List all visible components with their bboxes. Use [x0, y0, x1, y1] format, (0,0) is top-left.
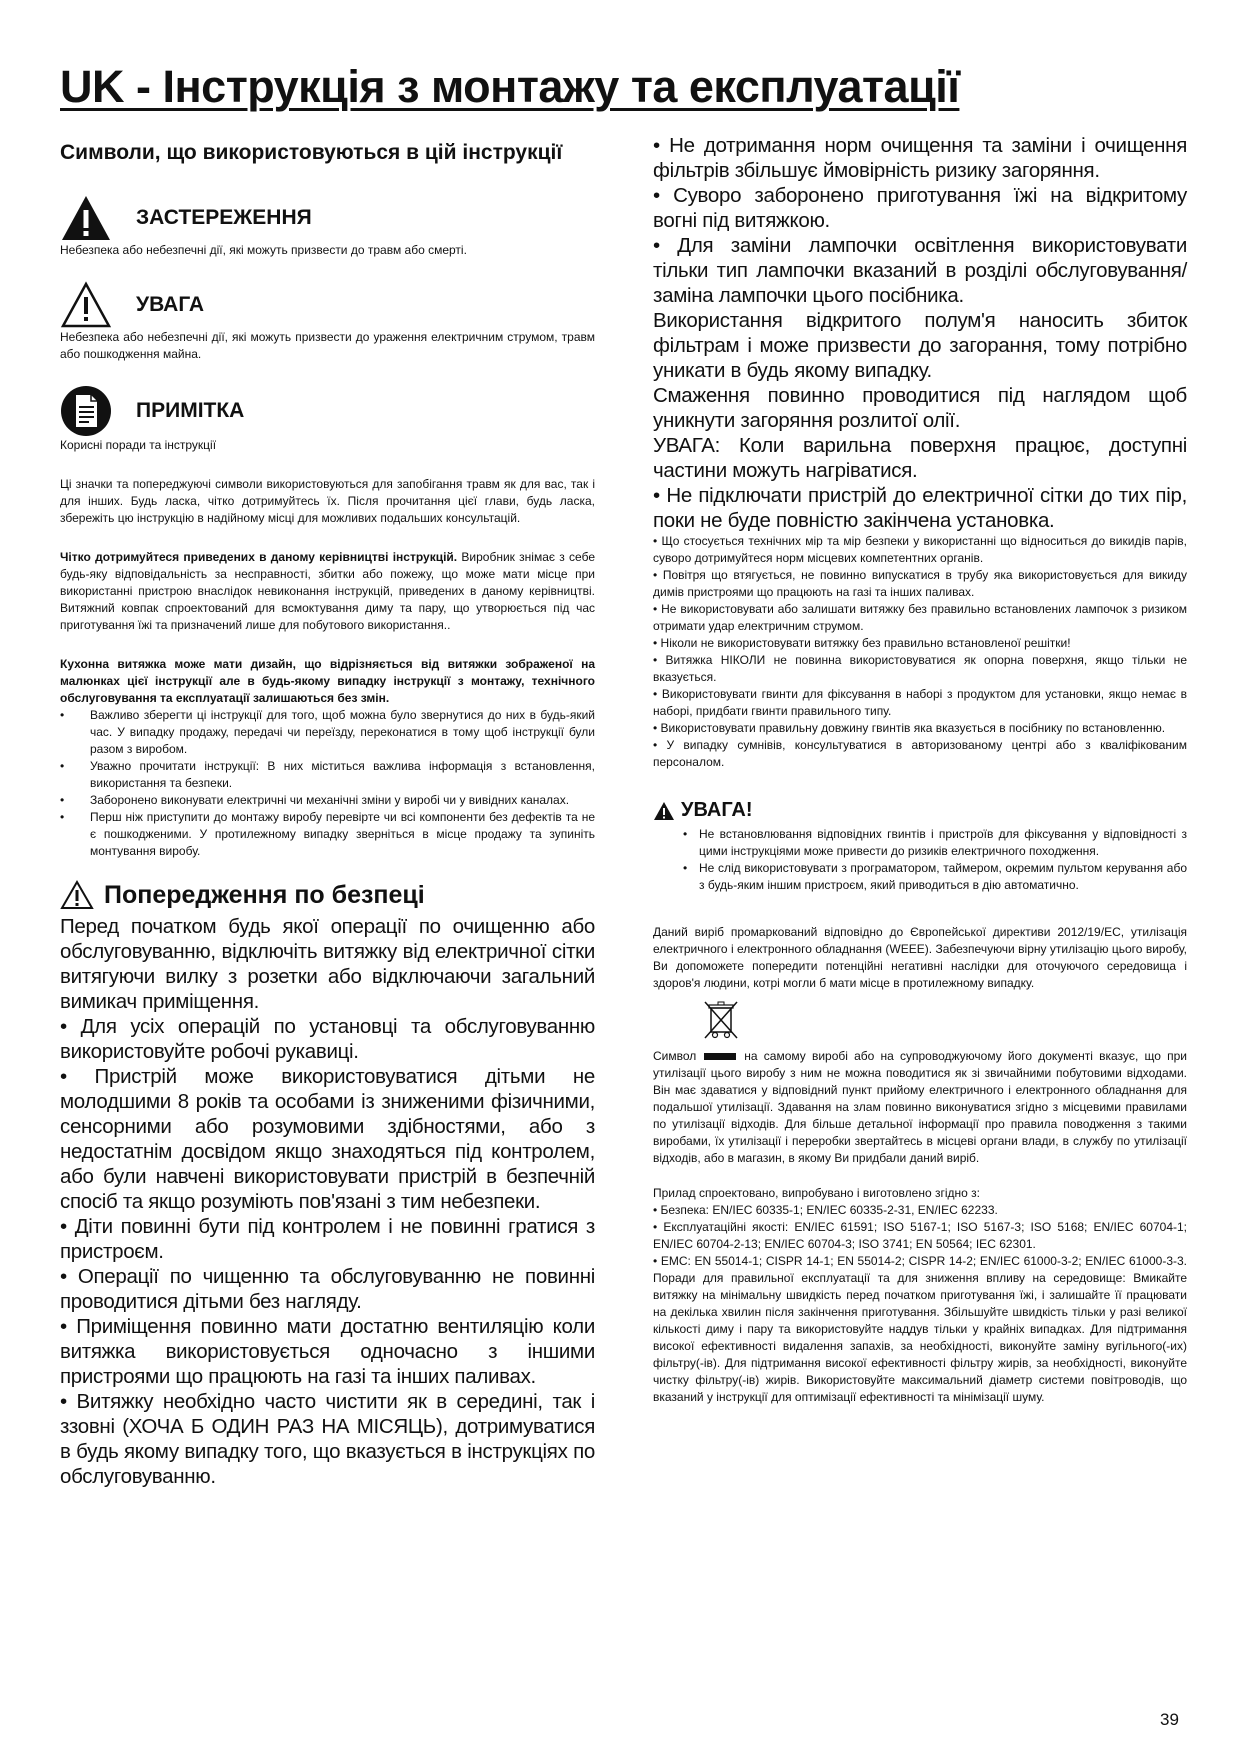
warning-symbol-row	[60, 194, 595, 242]
right-big-paragraph: УВАГА: Коли варильна поверхня працює, доступні частини можуть нагріватися.	[653, 434, 1187, 482]
list-item: • Не слід використовувати з програматором, таймером, окремим пультом керування або з будь-яким іншим пристроєм, який приводиться в дію автоматично.	[683, 860, 1187, 894]
warning-title: ЗАСТЕРЕЖЕННЯ	[136, 206, 312, 229]
list-item: • Уважно прочитати інструкції: В них міститься важлива інформація з встановлення, використання та безпеки.	[60, 758, 595, 792]
right-small-paragraph: • Повітря що втягується, не повинно випускатися в трубу яка використовується для викиду димів пристроями що працюють на газі та інших паливах.	[653, 568, 1187, 599]
design-paragraph: Кухонна витяжка може мати дизайн, що відрізняється від витяжки зображеної на малюнках цієї інструкції але в будь-якому випадку інструкції з монтажу, технічного обслуговування та експлуатації залишаються без змін.	[60, 657, 595, 705]
caution-heading-row	[653, 799, 1187, 822]
intro-paragraph: Ці значки та попереджуючі символи використовуються для запобігання травм як для вас, так і для інших. Будь ласка, чітко дотримуйтесь їх. Після прочитання цієї глави, будь ласка, збережіть цю інструкцію в надійному місці для можливих подальших консультацій.	[60, 477, 595, 525]
page-number: 39	[1160, 1710, 1179, 1729]
note-symbol-row	[60, 385, 595, 437]
list-item: • Перш ніж приступити до монтажу виробу перевірте чи всі компоненти без дефектів та не є пошкодженими. У протилежному випадку зверніться в місце продажу та зупиніть монтування виробу.	[60, 809, 595, 860]
list-item: • Важливо зберегти ці інструкції для того, щоб можна було звернутися до них в будь-який час. У випадку продажу, передачі чи переїзду, переконатися в тому щоб інструкції були разом з виробом.	[60, 707, 595, 758]
caution-heading: УВАГА!	[681, 799, 753, 821]
compliance-line: • Експлуатаційні якості: EN/IEC 61591; ISO 5167-1; ISO 5167-3; ISO 5168; EN/IEC 60704-1; EN/IEC 60704-2-13; EN/IEC 60704-3; ISO 3741; EN 50564; IEC 62301.	[653, 1220, 1187, 1251]
safety-heading-row	[60, 878, 595, 912]
weee-paragraph: Даний виріб промаркований відповідно до Європейської директиви 2012/19/ЕС, утилізація електричного і електронного обладнання (WEEE). Забезпечуючи вірну утилізацію цього виробу, Ви допоможете попередити потенційні негативні наслідки для оточуючого середовища і здоров'я людини, котрі могли б мати місце в протилежному випадку.	[653, 925, 1187, 990]
black-bar-icon	[704, 1053, 736, 1060]
attention-text: Небезпека або небезпечні дії, які можуть призвести до ураження електричним струмом, травм або пошкодження майна.	[60, 330, 595, 361]
safety-paragraph: • Операції по чищенню та обслуговуванню не повинні проводитися дітьми без нагляду.	[60, 1265, 595, 1313]
safety-paragraph: • Для усіх операцій по установці та обслуговуванню використовуйте робочі рукавиці.	[60, 1015, 595, 1063]
symbols-heading: Символи, що використовуються в цій інструкції	[60, 141, 563, 164]
warning-text: Небезпека або небезпечні дії, які можуть призвести до травм або смерті.	[60, 243, 467, 257]
right-column	[653, 133, 1187, 1406]
caution-list	[653, 826, 1187, 894]
right-big-paragraph: Смаження повинно проводитися під наглядом щоб уникнути загоряння розлитої олії.	[653, 384, 1187, 432]
crossed-bin-icon	[701, 998, 741, 1042]
safety-paragraph: • Діти повинні бути під контролем і не повинні гратися з пристроєм.	[60, 1215, 595, 1263]
left-bullet-list	[60, 707, 595, 860]
note-document-icon	[60, 385, 112, 437]
left-column	[60, 138, 595, 1489]
right-small-paragraph: • Витяжка НІКОЛИ не повинна використовуватися як опорна поверхня, якщо тільки не вказується.	[653, 653, 1187, 684]
attention-title: УВАГА	[136, 293, 205, 316]
compliance-line: Прилад спроектовано, випробувано і виготовлено згідно з:	[653, 1186, 980, 1200]
right-small-paragraph: • Ніколи не використовувати витяжку без правильно встановленої решітки!	[653, 636, 1071, 650]
right-big-paragraph: • Суворо заборонено приготування їжі на відкритому вогні під витяжкою.	[653, 184, 1187, 232]
right-small-paragraph: • Використовувати гвинти для фіксування в наборі з продуктом для установки, якщо немає в наборі, придбати гвинти правильного типу.	[653, 687, 1187, 718]
symbol-paragraph	[653, 1048, 1187, 1167]
safety-heading: Попередження по безпеці	[104, 880, 425, 909]
note-title: ПРИМІТКА	[136, 399, 245, 422]
warning-outline-icon	[60, 880, 94, 910]
compliance-line: • Безпека: EN/IEC 60335-1; EN/IEC 60335-2-31, EN/IEC 62233.	[653, 1203, 998, 1217]
warning-filled-icon	[653, 801, 675, 821]
follow-paragraph	[60, 549, 595, 634]
follow-bold: Чітко дотримуйтеся приведених в даному керівництві інструкцій.	[60, 550, 458, 564]
warning-outline-icon	[60, 281, 112, 329]
list-item: • Не встановлювання відповідних гвинтів і пристроїв для фіксування у відповідності з цими інструкціями може привести до ризиків електричного походження.	[683, 826, 1187, 860]
symbol-word: Символ	[653, 1049, 697, 1063]
safety-paragraph: • Приміщення повинно мати достатню вентиляцію коли витяжка використовується одночасно з іншими пристроями що працюють на газі та інших паливах.	[60, 1315, 595, 1388]
attention-symbol-row	[60, 281, 595, 329]
right-small-paragraph: • У випадку сумнівів, консультуватися в авторизованому центрі або з кваліфікованим персоналом.	[653, 738, 1187, 769]
warning-filled-icon	[60, 194, 112, 242]
safety-paragraph: • Пристрій може використовуватися дітьми не молодшими 8 років та особами із зниженими фізичними, сенсорними або розумовими здібностями, або з недостатнім досвідом якщо знаходяться під контролем, або були навчені використовувати пристрій в безпечній спосіб та якщо розуміють пов'язані з тим небезпеки.	[60, 1065, 595, 1213]
right-small-paragraph: • Не використовувати або залишати витяжку без правильно встановлених лампочок з ризиком отримати удар електричним струмом.	[653, 602, 1187, 633]
right-small-paragraph: • Використовувати правильну довжину гвинтів яка вказується в посібнику по встановленню.	[653, 721, 1166, 735]
safety-paragraph: • Витяжку необхідно часто чистити як в середині, так і ззовні (ХОЧА Б ОДИН РАЗ НА МІСЯЦЬ), дотримуватися в будь якому випадку того, що вказується в інструкціях по обслуговуванню.	[60, 1390, 595, 1488]
page-title: UK - Інструкція з монтажу та експлуатації	[60, 61, 960, 112]
follow-rest: Виробник знімає з себе будь-яку відповідальність за несправності, збитки або пожежу, що може мати місце при використанні пристрою внаслідок невиконання інструкцій, приведених в даному керівництві. Витяжний ковпак спроектований для всмоктування диму та пару, що утворюється під час приготування їжі та призначений лише для побутового використання..	[60, 550, 596, 632]
note-text: Корисні поради та інструкції	[60, 438, 217, 452]
right-big-paragraph: • Не підключати пристрій до електричної сітки до тих пір, поки не буде повністю закінчена установка.	[653, 484, 1187, 532]
list-item: • Заборонено виконувати електричні чи механічні зміни у виробі чи у вивідних каналах.	[60, 792, 595, 809]
right-big-paragraph: Використання відкритого полум'я наносить збиток фільтрам і може призвести до загорання, тому потрібно уникати в будь якому випадку.	[653, 309, 1187, 382]
right-big-paragraph: • Не дотримання норм очищення та заміни і очищення фільтрів збільшує ймовірність ризику загоряння.	[653, 134, 1187, 182]
safety-paragraph: Перед початком будь якої операції по очищенню або обслуговуванню, відключіть витяжку від електричної сітки витягуючи вилку з розетки або відключаючи загальний вимикач приміщення.	[60, 915, 595, 1013]
right-small-paragraph: • Що стосується технічних мір та мір безпеки у використанні що відноситься до викидів парів, суворо дотримуйтеся норм місцевих компетентних органів.	[653, 534, 1187, 565]
symbol-text: на самому виробі або на супроводжуючому його документі вказує, що при утилізації цього виробу з ним не можна поводитися як зі звичайними побутовими відходами. Він має здаватися у відповідний пункт прийому електричного і електронного обладнання для подальшої утилізації. Здавання на злам повинно виконуватися згідно з місцевими правилами по утилізації відходів. Для більше детальної інформації про правила поводження з такими виробами, їх утилізації і переробки звертайтесь в місцеві органи влади, в службу по утилізації відходів, або в магазин, в якому Ви придбали даний виріб.	[653, 1049, 1187, 1165]
compliance-line: • EMC: EN 55014-1; CISPR 14-1; EN 55014-2; CISPR 14-2; EN/IEC 61000-3-2; EN/IEC 61000-3-3. Поради для правильної експлуатації та для зниження впливу на середовище: Вмикайте витяжку на мінімальну швидкість перед початком приготування їжі, і залишайте її працювати на декілька хвилин після закінчення приготування. Збільшуйте швидкість тільки у разі великої кількості диму і пару та використовуйте наддув тільки у крайніх випадках. Для підтримання високої ефективності видалення запахів, за необхідності, виконуйте заміну вугільного(-их) фільтру(-ів). Для підтримання високої ефективності фільтру жирів, за необхідності, виконуйте чистку фільтру(-ів) жирів. Використовуйте максимальний діаметр системи повітроводів, що вказаний у інструкції для оптимізації ефективності та мінімізації шуму.	[653, 1254, 1187, 1404]
right-big-paragraph: • Для заміни лампочки освітлення використовувати тільки тип лампочки вказаний в розділі обслуговування/заміна лампочки цього посібника.	[653, 234, 1187, 307]
